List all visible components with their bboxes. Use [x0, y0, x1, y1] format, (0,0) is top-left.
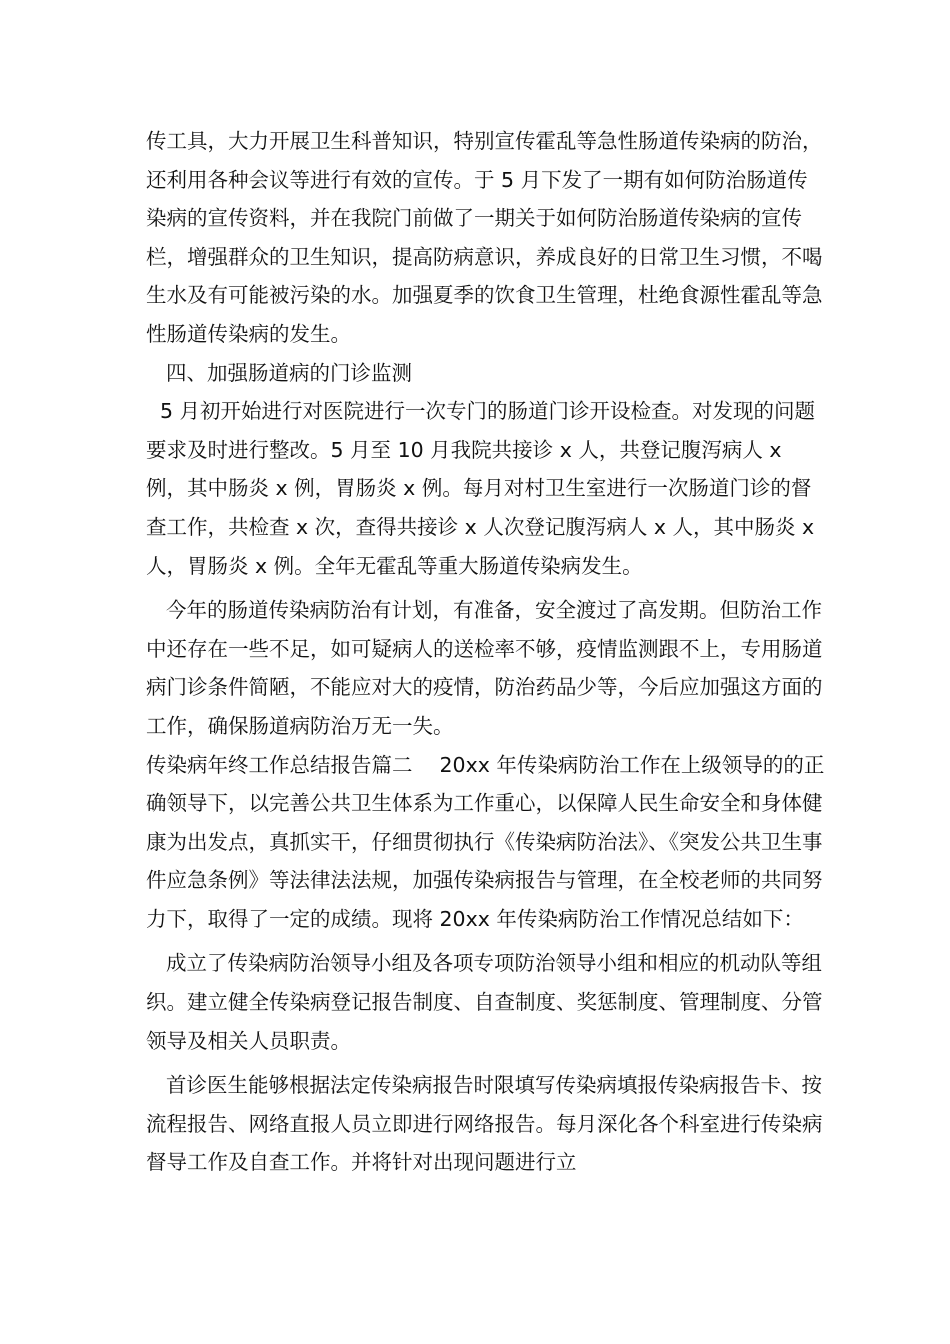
document-body [146, 122, 826, 1182]
paragraph-first-diagnosis: 首诊医生能够根据法定传染病报告时限填写传染病填报传染病报告卡、按流程报告、网络直报人员立即进行网络报告。每月深化各个科室进行传染病督导工作及自查工作。并将针对出现问题进行立 [146, 1073, 823, 1175]
paragraph-health-education: 传工具，大力开展卫生科普知识，特别宣传霍乱等急性肠道传染病的防治，还利用各种会议等进行有效的宣传。于 5 月下发了一期有如何防治肠道传染病的宣传资料，并在我院门前做了一期关于如何防治肠道传染病的宣传栏，增强群众的卫生知识，提高防病意识，养成良好的日常卫生习惯，不喝生水及有可能被污染的水。加强夏季的饮食卫生管理，杜绝食源性霍乱等急性肠道传染病的发生。 [146, 129, 823, 346]
paragraph-leadership-group: 成立了传染病防治领导小组及各项专项防治领导小组和相应的机动队等组织。建立健全传染病登记报告制度、自查制度、奖惩制度、管理制度、分管领导及相关人员职责。 [146, 951, 823, 1053]
section-heading-outpatient-monitoring: 四、加强肠道病的门诊监测 [166, 360, 412, 385]
paragraph-report-part-two: 传染病年终工作总结报告篇二 20xx 年传染病防治工作在上级领导的的正确领导下，以完善公共卫生体系为工作重心，以保障人民生命安全和身体健康为出发点，真抓实干，仔细贯彻执行《传染病防治法》、《突发公共卫生事件应急条例》等法律法法规，加强传染病报告与管理，在全校老师的共同努力下，取得了一定的成绩。现将 20xx 年传染病防治工作情况总结如下： [146, 752, 825, 931]
paragraph-outpatient-inspection: 5 月初开始进行对医院进行一次专门的肠道门诊开设检查。对发现的问题要求及时进行整改。5 月至 10 月我院共接诊 x 人，共登记腹泻病人 x 例，其中肠炎 x 例，胃肠炎 x 例。每月对村卫生室进行一次肠道门诊的督查工作，共检查 x 次，查得共接诊 x 人次登记腹泻病人 x 人，其中肠炎 x 人，胃肠炎 x 例。全年无霍乱等重大肠道传染病发生。 [146, 399, 816, 578]
paragraph-year-summary: 今年的肠道传染病防治有计划，有准备，安全渡过了高发期。但防治工作中还存在一些不足，如可疑病人的送检率不够，疫情监测跟不上，专用肠道病门诊条件简陋，不能应对大的疫情，防治药品少等，今后应加强这方面的工作，确保肠道病防治万无一失。 [146, 598, 823, 738]
